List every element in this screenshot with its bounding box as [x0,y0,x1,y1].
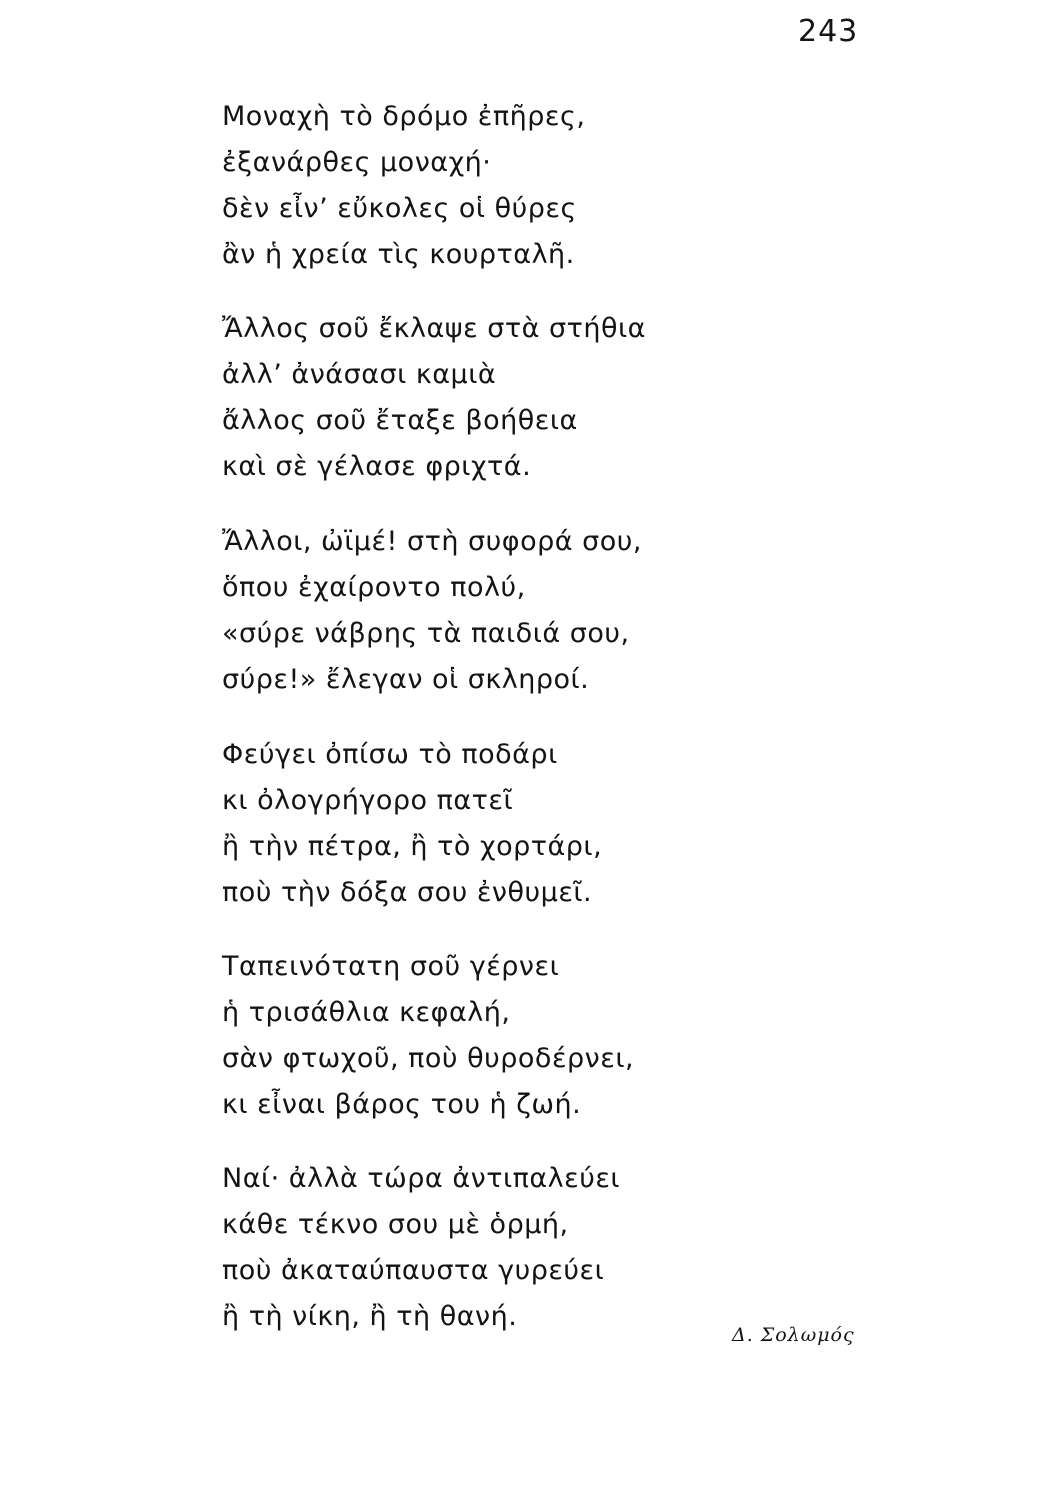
poem-line: ἢ τὴ νίκη, ἢ τὴ θανή. [222,1301,518,1332]
poem-line: κι ὀλογρήγορο πατεῖ [222,785,514,816]
poem-line: ἄλλος σοῦ ἔταξε βοήθεια [222,405,578,436]
poem-line: σύρε!» ἔλεγαν οἱ σκληροί. [222,664,590,695]
poem-line: κι εἶναι βάρος του ἡ ζωή. [222,1089,582,1120]
poem-line: ἢ τὴν πέτρα, ἢ τὸ χορτάρι, [222,831,603,862]
poem-line: καὶ σὲ γέλασε φριχτά. [222,451,532,482]
poem-line: ποὺ ἀκαταύπαυστα γυρεύει [222,1255,605,1286]
poem-line: ἂν ἡ χρεία τὶς κουρταλῆ. [222,239,575,270]
poem-line: ὅπου ἐχαίροντο πολύ, [222,572,526,603]
poem-line: Ἄλλοι, ὠϊμέ! στὴ συφορά σου, [222,526,642,557]
author-signature: Δ. Σολωμός [732,1324,855,1346]
poem-line: ἡ τρισάθλια κεφαλή, [222,997,511,1028]
poem-line: κάθε τέκνο σου μὲ ὁρμή, [222,1209,569,1240]
poem-line: Ἄλλος σοῦ ἔκλαψε στὰ στήθια [222,313,646,344]
poem-line: ἐξανάρθες μοναχή· [222,147,492,178]
poem-line: ποὺ τὴν δόξα σου ἐνθυμεῖ. [222,877,593,908]
poem-line: Ναί· ἀλλὰ τώρα ἀντιπαλεύει [222,1163,621,1194]
poem-line: δὲν εἶν’ εὔκολες οἱ θύρες [222,193,577,224]
poem-line: Φεύγει ὀπίσω τὸ ποδάρι [222,739,558,770]
poem-line: ἀλλ’ ἀνάσασι καμιὰ [222,359,497,390]
poem-line: «σύρε νάβρης τὰ παιδιά σου, [222,618,630,649]
poem-line: Ταπεινότατη σοῦ γέρνει [222,951,560,982]
poem-line: σὰν φτωχοῦ, ποὺ θυροδέρνει, [222,1043,635,1074]
page-number: 243 [798,14,859,49]
poem-line: Μοναχὴ τὸ δρόμο ἐπῆρες, [222,101,586,132]
